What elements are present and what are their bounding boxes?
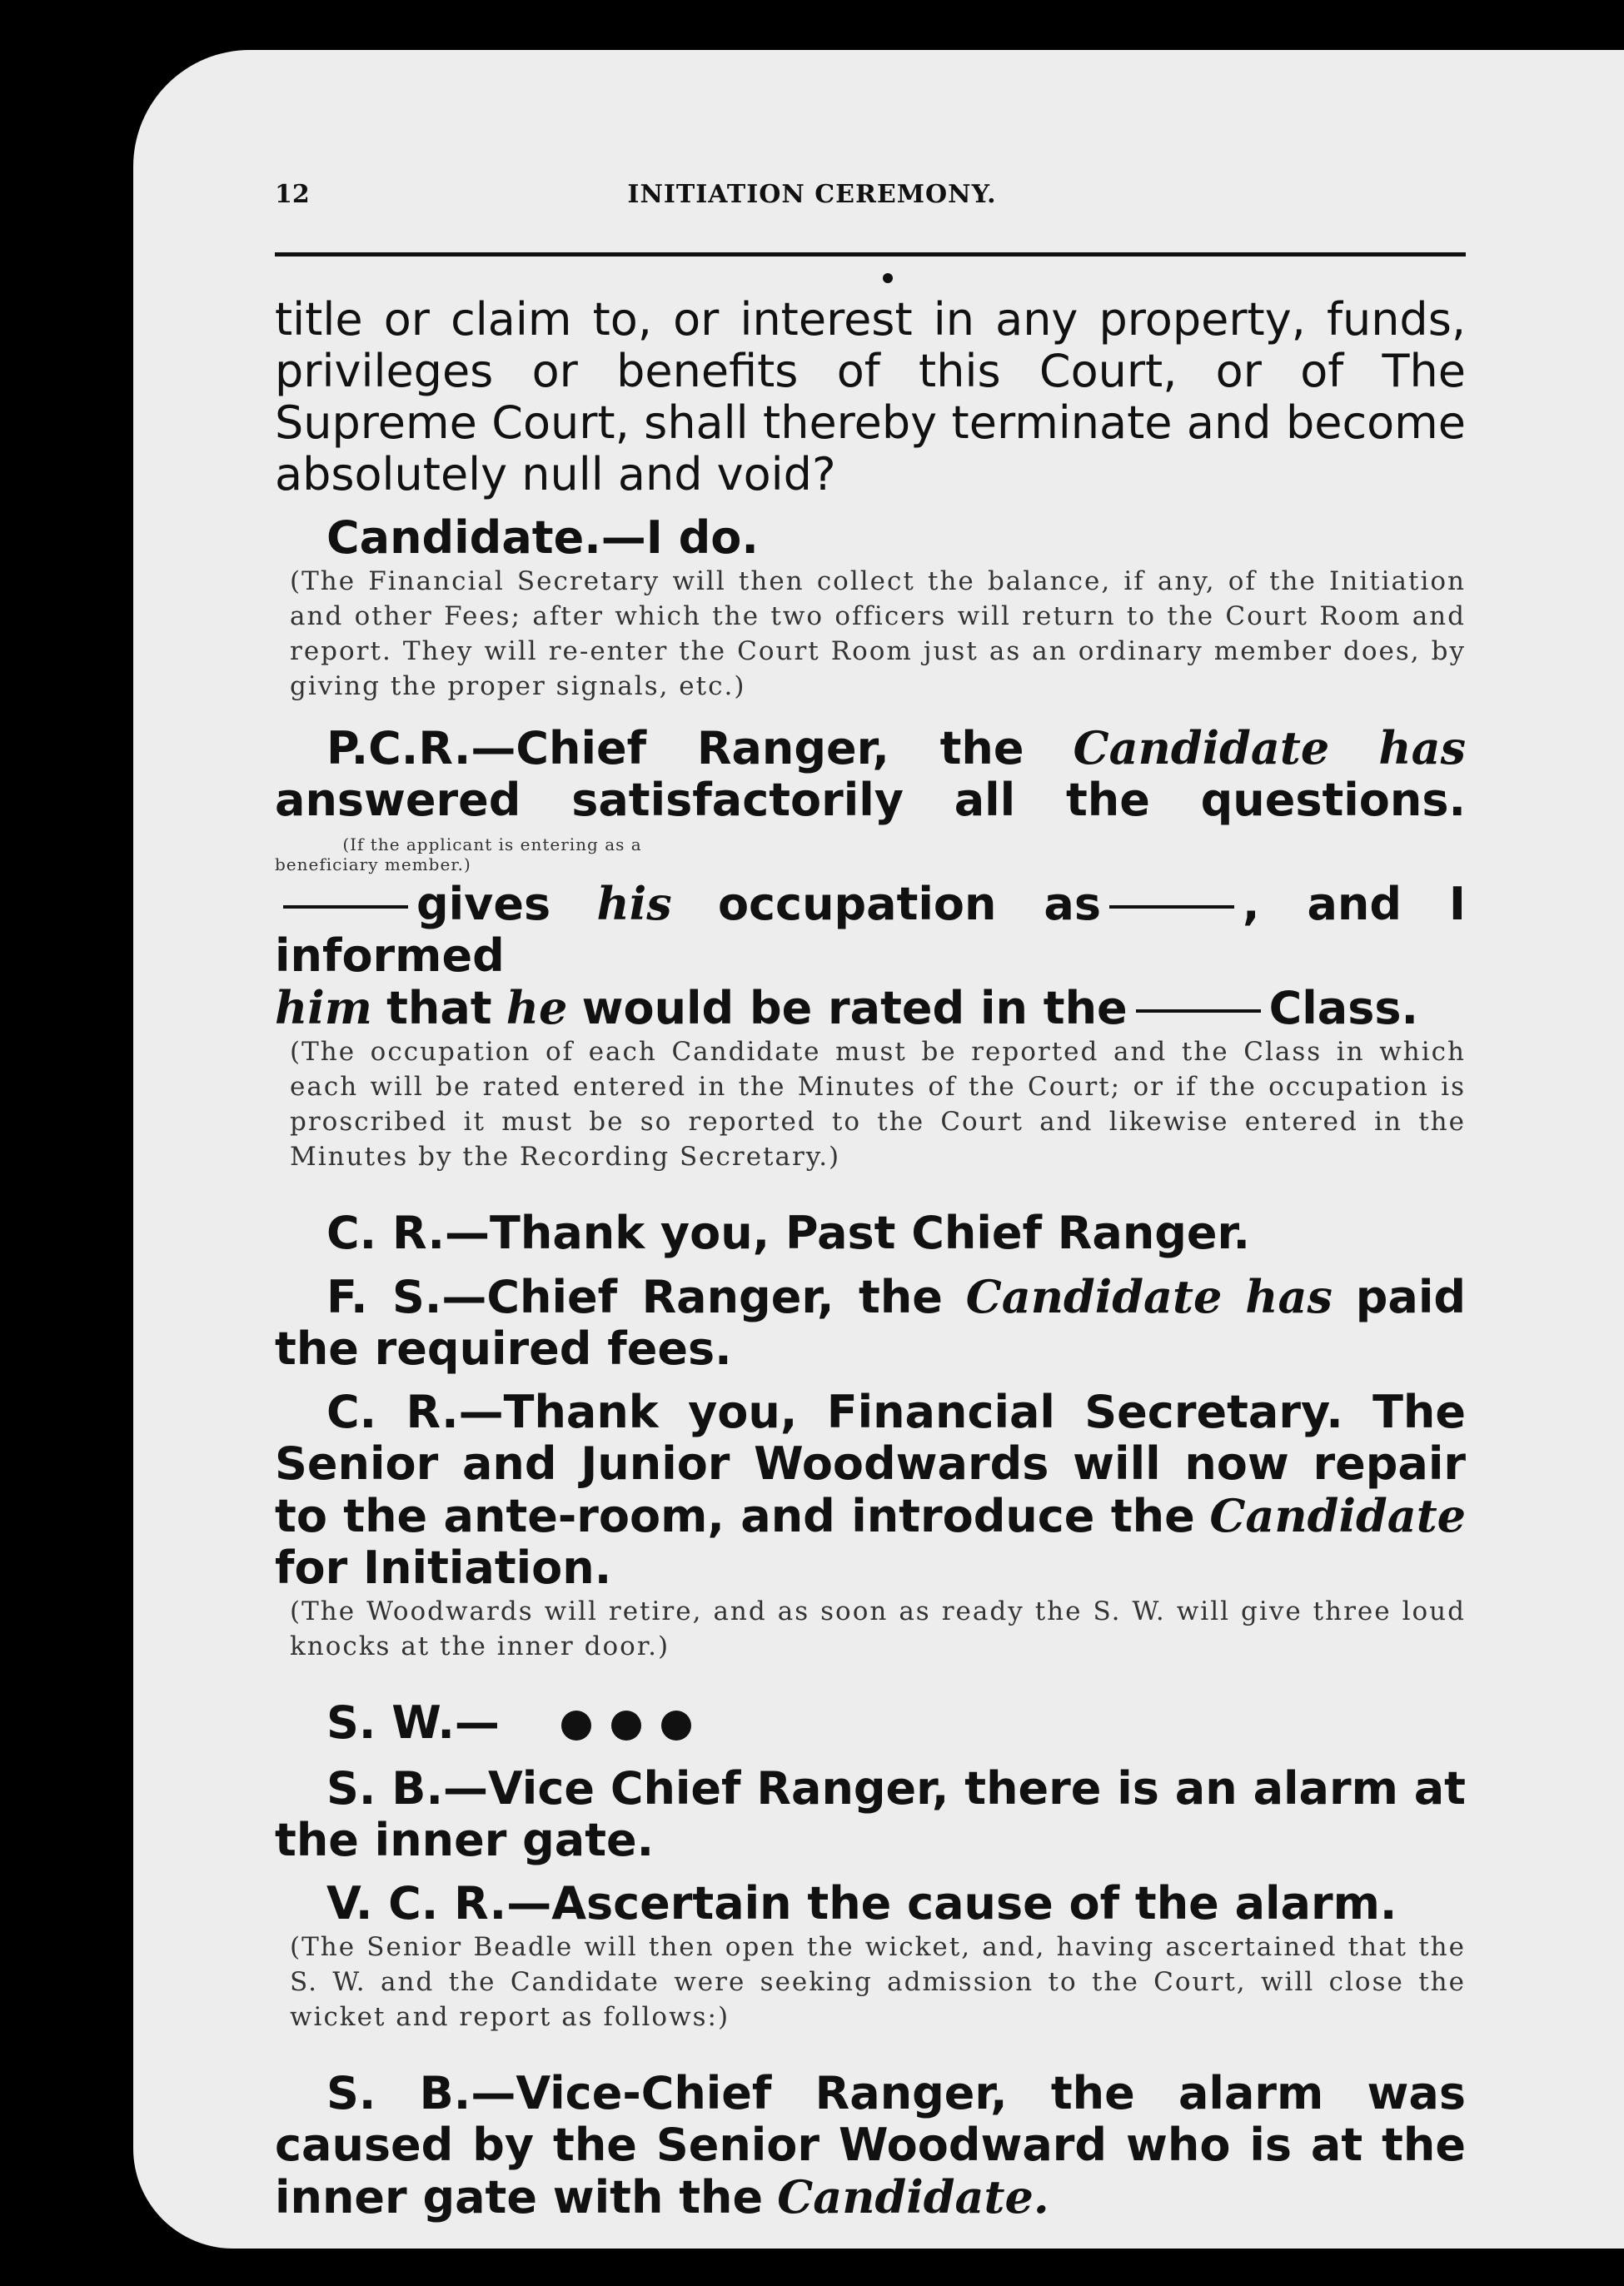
pcr-line-3 — [275, 982, 1466, 1034]
pcr-him: him — [275, 981, 372, 1034]
header-rule — [275, 252, 1466, 256]
pcr-text-7: would be rated in the — [581, 982, 1128, 1034]
stage-note-occupation: (The occupation of each Candidate must be reported and the Class in which each will be rated entered in the Minutes of the Court; or if the occupation is proscribed it must be so reported to the Court and likewise entered in the Minutes by the Recording Secretary.) — [290, 1037, 1466, 1172]
pcr-his: his — [596, 877, 672, 930]
stage-note-woodwards: (The Woodwards will retire, and as soon as ready the S. W. will give three loud knocks at the inner door.) — [290, 1596, 1466, 1661]
pcr-has: has — [1378, 721, 1466, 774]
blank-line-class — [1136, 1009, 1261, 1013]
pcr-text-5: , and I informed — [275, 878, 1467, 982]
candidate-reply: —I do. — [600, 511, 759, 564]
page-body — [275, 294, 1466, 2224]
speaker-cr: C. R. — [326, 1207, 446, 1259]
candidate-line — [275, 512, 1466, 564]
speaker-sb: S. B. — [326, 1762, 443, 1815]
knock-dot — [661, 1711, 691, 1741]
running-title: INITIATION CEREMONY. — [627, 180, 997, 209]
fs-line — [275, 1271, 1466, 1375]
sb-line-2 — [275, 2068, 1466, 2224]
sb2-text-1: —Vice-Chief Ranger, the alarm was caused by the Senior Woodward who is at the inner gate with the — [275, 2067, 1466, 2224]
pcr-candidate: Candidate — [1073, 721, 1330, 774]
fs-candidate: Candidate — [965, 1270, 1223, 1323]
speaker-candidate: Candidate. — [326, 511, 601, 564]
cr-text-1: —Thank you, Past Chief Ranger. — [445, 1207, 1250, 1259]
pcr-text-8: Class. — [1268, 982, 1419, 1034]
fs-text-1: —Chief Ranger, the — [441, 1271, 943, 1323]
cr-line-1 — [275, 1208, 1466, 1259]
pcr-text-1: —Chief Ranger, the — [471, 722, 1024, 774]
fs-text-2: paid the required fees. — [275, 1271, 1467, 1375]
cr2-text-2: for Initiation. — [275, 1541, 612, 1594]
sw-text: — — [454, 1696, 500, 1749]
speaker-cr-2: C. R. — [326, 1386, 459, 1438]
paragraph-oath-end: title or claim to, or interest in any property, funds, privileges or benefits of this Court, or of The Supreme Court, shall thereby terminate and become absolutely null and void? — [275, 293, 1466, 501]
cr2-candidate: Candidate — [1209, 1489, 1466, 1542]
pcr-text-2: answered satisfactorily all the questions. — [275, 774, 1466, 826]
pcr-he: he — [506, 981, 568, 1034]
sb1-text: —Vice Chief Ranger, there is an alarm at the inner gate. — [275, 1762, 1466, 1867]
page-number: 12 — [275, 180, 310, 209]
three-knocks — [500, 1700, 701, 1751]
knock-dot — [611, 1711, 641, 1741]
blank-line-occupation — [1109, 905, 1234, 909]
pcr-text-3: gives — [416, 878, 551, 930]
ink-dot — [883, 273, 893, 283]
vcr-text: —Ascertain the cause of the alarm. — [506, 1877, 1397, 1930]
beneficiary-side-note: (If the applicant is entering as a beneficiary member.) — [275, 834, 642, 875]
cr2-text-1: —Thank you, Financial Secretary. The Senior and Junior Woodwards will now repair to the ante-room, and introduce the — [275, 1386, 1466, 1542]
sb2-candidate: Candidate. — [777, 2170, 1049, 2224]
stage-note-beadle: (The Senior Beadle will then open the wicket, and, having ascertained that the S. W. and the Candidate were seeking admission to the Court, will close the wicket and report as follows:) — [290, 1932, 1466, 2033]
pcr-line-2 — [275, 878, 1466, 982]
pcr-line — [275, 722, 1466, 878]
pcr-text-6: that — [386, 982, 492, 1034]
vcr-line — [275, 1878, 1466, 1930]
speaker-fs: F. S. — [326, 1271, 442, 1323]
blank-line-name — [283, 905, 408, 909]
speaker-pcr: P.C.R. — [326, 722, 471, 774]
pcr-text-4: occupation as — [717, 878, 1101, 930]
sb-line-1 — [275, 1763, 1466, 1866]
knock-dot — [561, 1711, 591, 1741]
sw-line — [275, 1697, 1466, 1751]
cr-line-2 — [275, 1387, 1466, 1594]
fs-has: has — [1245, 1270, 1333, 1323]
speaker-sb-2: S. B. — [326, 2067, 471, 2120]
speaker-sw: S. W. — [326, 1696, 455, 1749]
stage-note-fees: (The Financial Secretary will then collect the balance, if any, of the Initiation and other Fees; after which the two officers will return to the Court Room and report. They will re-enter the Court Room just as an ordinary member does, by giving the proper signals, etc.) — [290, 566, 1466, 701]
speaker-vcr: V. C. R. — [326, 1877, 507, 1930]
